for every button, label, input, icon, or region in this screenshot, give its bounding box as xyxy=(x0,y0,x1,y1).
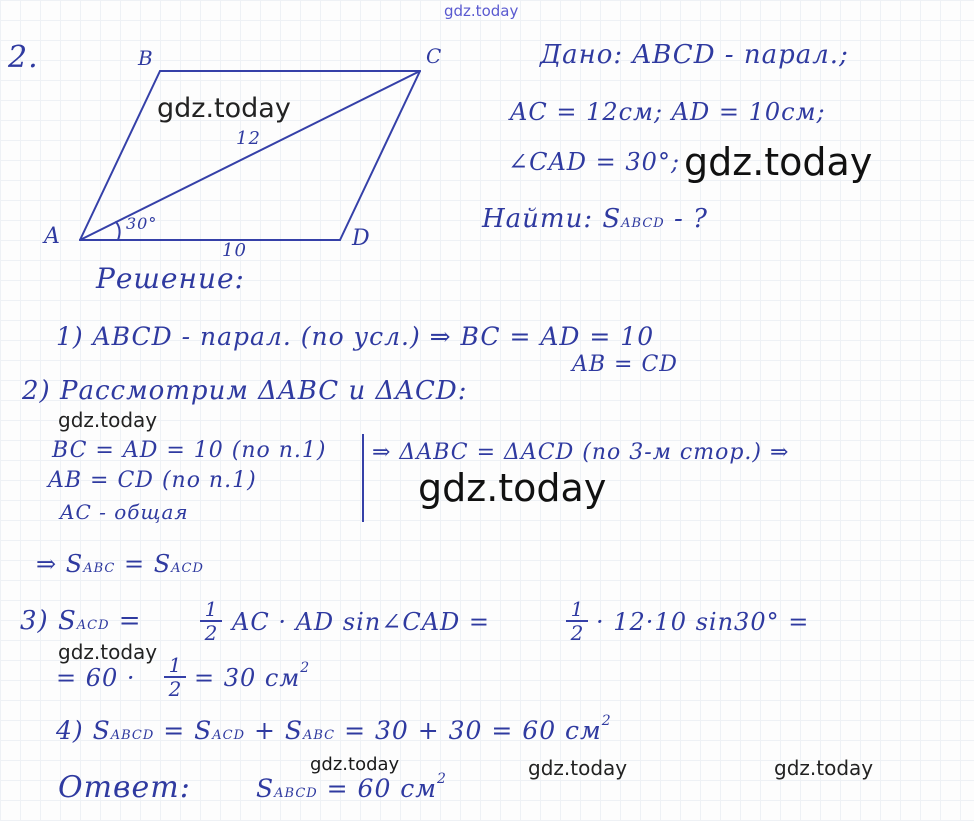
step-2-result-mid: = S xyxy=(115,550,172,578)
step-4-squared: 2 xyxy=(601,713,612,729)
watermark-top: gdz.today xyxy=(444,2,519,20)
vertex-b-label: B xyxy=(138,46,154,70)
step-4-sub1: ABCD xyxy=(110,728,155,743)
answer-sub: ABCD xyxy=(274,786,318,801)
step-2-conclusion: ⇒ ΔABC = ΔACD (по 3-м стор.) ⇒ xyxy=(372,440,790,465)
step-4-mid2: + S xyxy=(245,716,303,745)
find-tail: - ? xyxy=(664,204,708,234)
step-3-fraction xyxy=(200,598,222,644)
step-1: 1) ABCD - парал. (по усл.) ⇒ BC = AD = 10 xyxy=(56,322,655,351)
answer-label: Ответ: xyxy=(58,770,191,805)
answer-squared: 2 xyxy=(437,771,447,787)
answer-expression xyxy=(256,771,447,803)
find-subscript: ABCD xyxy=(621,216,665,231)
step-4 xyxy=(56,713,612,745)
find-line xyxy=(482,204,708,234)
diagonal-length-label: 12 xyxy=(236,128,261,149)
step-2-result-sub2: ACD xyxy=(171,561,204,576)
step-3-start xyxy=(20,606,142,636)
step-4-tail: = 30 + 30 = 60 см xyxy=(335,716,602,745)
step-2-b: AB = CD (по п.1) xyxy=(48,468,257,493)
angle-arc xyxy=(116,222,120,240)
step-3-expr-2: · 12·10 sin30° = xyxy=(596,608,810,636)
step-3-eq: = xyxy=(109,606,142,636)
given-line-3: ∠CAD = 30°; xyxy=(508,148,681,176)
step-3-expr: AC · AD sin∠CAD = xyxy=(232,608,491,636)
fraction-3-denominator: 2 xyxy=(164,676,186,700)
side-cd xyxy=(340,71,420,240)
step-3-label: 3) S xyxy=(20,606,77,636)
vertex-c-label: C xyxy=(426,44,443,68)
given-line-2: AC = 12см; AD = 10см; xyxy=(510,98,826,126)
base-length-label: 10 xyxy=(222,240,247,261)
watermark-figure: gdz.today xyxy=(157,93,291,124)
watermark-middle: gdz.today xyxy=(418,466,607,510)
fraction-3-numerator: 1 xyxy=(168,653,182,677)
step-3-squared: 2 xyxy=(300,660,311,676)
step-2-c: AC - общая xyxy=(60,500,189,524)
step-4-label: 4) S xyxy=(56,716,111,745)
step-4-sub3: ABC xyxy=(303,728,336,743)
step-3-line-2: = 60 · xyxy=(56,664,136,692)
step-2-a: BC = AD = 10 (по п.1) xyxy=(52,438,327,463)
step-3-fraction-2 xyxy=(566,598,588,644)
fraction-numerator: 1 xyxy=(204,597,218,621)
step-2-result xyxy=(36,550,204,578)
fraction-2-numerator: 1 xyxy=(570,597,584,621)
vertex-a-label: A xyxy=(44,224,61,249)
step-2-result-sub1: ABC xyxy=(83,561,116,576)
step-3-line-2-tail xyxy=(194,660,311,692)
given-line-1: Дано: ABCD - парал.; xyxy=(540,40,849,70)
watermark-bottom-left: gdz.today xyxy=(310,754,400,775)
answer-value: = 60 см xyxy=(317,774,438,803)
step-2: 2) Рассмотрим ΔABC и ΔACD: xyxy=(22,376,468,406)
watermark-bottom-middle: gdz.today xyxy=(528,756,628,780)
fraction-2-denominator: 2 xyxy=(566,620,588,644)
watermark-step2: gdz.today xyxy=(58,408,158,432)
solution-heading: Решение: xyxy=(96,262,245,295)
find-label: Найти: S xyxy=(482,204,622,234)
system-bracket xyxy=(362,434,364,522)
step-3-result: = 30 см xyxy=(194,664,301,692)
watermark-given: gdz.today xyxy=(684,140,873,184)
step-4-mid: = S xyxy=(154,716,213,745)
fraction-denominator: 2 xyxy=(200,620,222,644)
problem-number: 2. xyxy=(8,40,39,75)
step-3-sub: ACD xyxy=(76,618,110,633)
step-3-fraction-3 xyxy=(164,654,186,700)
vertex-d-label: D xyxy=(352,226,371,251)
step-4-sub2: ACD xyxy=(212,728,246,743)
answer-s: S xyxy=(256,774,275,803)
step-2-result-left: ⇒ S xyxy=(36,550,84,578)
watermark-step3: gdz.today xyxy=(58,640,158,664)
angle-label: 30° xyxy=(126,214,158,233)
watermark-bottom-right: gdz.today xyxy=(774,756,874,780)
step-1-b: AB = CD xyxy=(572,352,678,377)
